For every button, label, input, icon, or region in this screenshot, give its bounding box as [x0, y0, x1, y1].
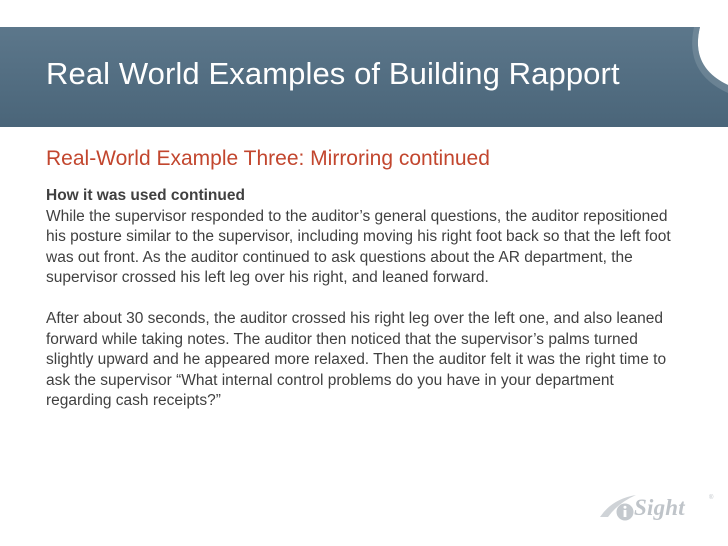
title-banner: [0, 27, 728, 127]
i-sight-logo: [598, 493, 716, 523]
slide-body: [46, 186, 676, 412]
registered-mark: ®: [709, 495, 714, 501]
body-paragraph-2: After about 30 seconds, the auditor crossed his right leg over the left one, and also leaned forward while taking notes. The auditor then noticed that the supervisor’s palms turned slightly upward and he appeared more relaxed. Then the auditor felt it was the right time to ask the supervisor “What internal control problems do you have in your department regarding cash receipts?”: [46, 309, 667, 410]
logo-wordmark: Sight: [634, 495, 685, 520]
slide-subtitle: Real-World Example Three: Mirroring continued: [46, 147, 490, 170]
body-paragraph-1: While the supervisor responded to the auditor’s general questions, the auditor repositioned his posture similar to the supervisor, including moving his right foot back so that the left foot was out front. As the auditor continued to ask questions about the AR department, the supervisor crossed his left leg over his right, and leaned forward.: [46, 207, 671, 287]
i-sight-logo-icon: [598, 493, 638, 523]
section-heading: How it was used continued: [46, 187, 245, 204]
slide-title: Real World Examples of Building Rapport: [46, 56, 620, 91]
